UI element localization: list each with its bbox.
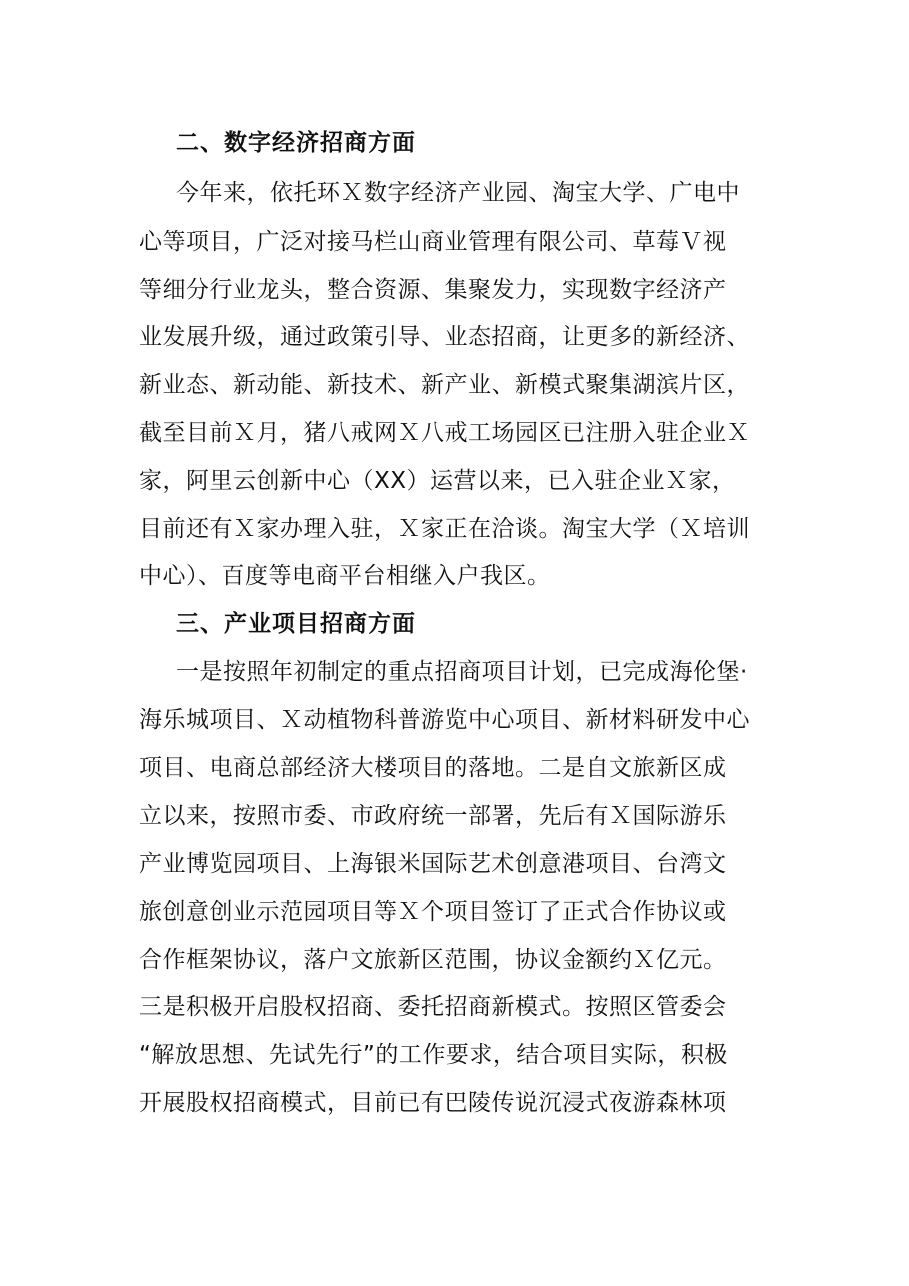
section-3-line-10: 开展股权招商模式，目前已有巴陵传说沉浸式夜游森林项 [139,1090,727,1116]
section-2-line-4: 业发展升级，通过政策引导、业态招商，让更多的新经济、 [139,324,750,350]
section-2-line-5: 新业态、新动能、新技术、新产业、新模式聚集湖滨片区， [139,372,750,398]
section-3-line-3: 项目、电商总部经济大楼项目的落地。二是自文旅新区成 [139,755,727,781]
section-2-heading: 二、数字经济招商方面 [176,130,416,156]
section-3-line-6: 旅创意创业示范园项目等Ｘ个项目签订了正式合作协议或 [139,899,727,925]
section-2-line-9: 中心）、百度等电商平台相继入户我区。 [139,563,551,589]
section-2-line-6: 截至目前Ｘ月，猪八戒网Ｘ八戒工场园区已注册入驻企业Ｘ [139,420,750,446]
section-2-line-7: 家，阿里云创新中心（XX）运营以来，已入驻企业Ｘ家， [139,468,736,494]
section-2-line-8: 目前还有Ｘ家办理入驻，Ｘ家正在洽谈。淘宝大学（Ｘ培训 [139,516,750,542]
section-3-line-9: “解放思想、先试先行”的工作要求，结合项目实际，积极 [139,1042,728,1068]
section-2-line-1: 今年来，依托环Ｘ数字经济产业园、淘宝大学、广电中 [176,180,740,206]
section-3-heading: 三、产业项目招商方面 [176,611,416,637]
section-3-line-4: 立以来，按照市委、市政府统一部署，先后有Ｘ国际游乐 [139,803,727,829]
section-3-line-5: 产业博览园项目、上海银米国际艺术创意港项目、台湾文 [139,851,727,877]
section-2-line-2: 心等项目，广泛对接马栏山商业管理有限公司、草莓Ｖ视 [139,229,727,255]
section-2-line-3: 等细分行业龙头，整合资源、集聚发力，实现数字经济产 [139,277,727,303]
section-3-line-2: 海乐城项目、Ｘ动植物科普游览中心项目、新材料研发中心 [139,707,750,733]
section-3-line-7: 合作框架协议，落户文旅新区范围，协议金额约Ｘ亿元。 [139,947,727,973]
section-3-line-1: 一是按照年初制定的重点招商项目计划，已完成海伦堡· [176,659,748,685]
section-3-line-8: 三是积极开启股权招商、委托招商新模式。按照区管委会 [139,994,727,1020]
